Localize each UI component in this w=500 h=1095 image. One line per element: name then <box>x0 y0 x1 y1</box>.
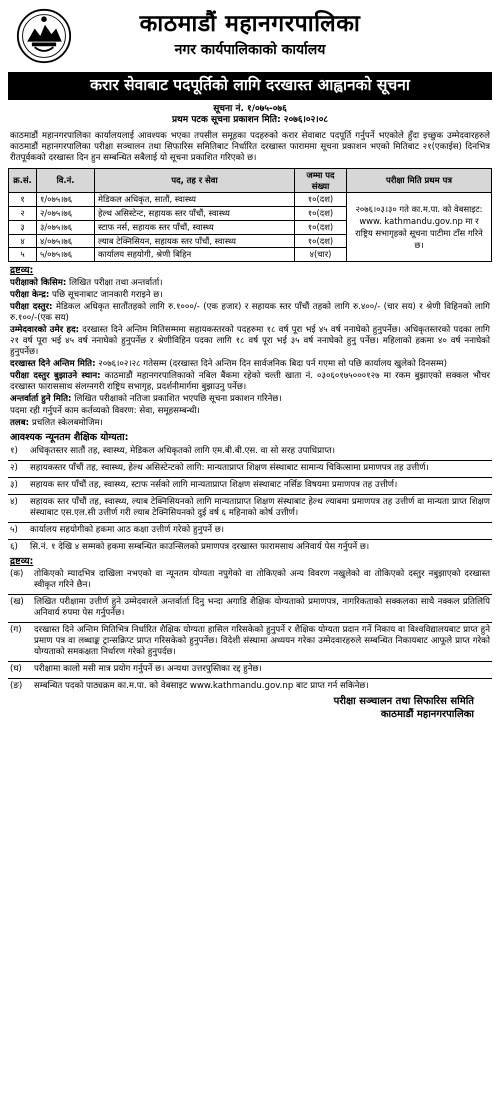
item-number: (ख) <box>10 596 24 607</box>
exam-type-label: परीक्षाको किसिम: <box>10 278 67 289</box>
cell-post: हेल्थ असिस्टेन्ट, सहायक स्तर पाँचौं, स्वास्थ्य <box>95 207 295 221</box>
signature-block <box>8 695 474 722</box>
table-row <box>9 193 492 207</box>
fee-place-line <box>10 371 490 393</box>
qualification-item <box>10 497 490 519</box>
item-text: तोकिएको म्यादभित्र दाखिला नभएको वा न्यूनतम योग्यता नपुगेको वा तोकिएको अन्य विवरण नखुलेको वा तोकिएको दस्तुर नबुझाएको दरखास्त स्वीकृत गरिने छैन। <box>34 568 490 590</box>
qualification-item <box>10 525 490 536</box>
item-text: सहायक स्तर पाँचौं तह, स्वास्थ्य, ल्याब टेक्निसियनको लागि मान्यताप्राप्त शिक्षण संस्थाबाट हेल्थ ल्याबमा प्रमाणपत्र तह उत्तीर्ण वा मान्यता प्राप्त शिक्षण संस्थाबाट एस.एल.सी उत्तीर्ण गरी ल्याब टेक्निसियनको दुई वर्ष ६ महिनाको कोर्ष उत्तीर्ण। <box>30 496 490 518</box>
exam-fee-line <box>10 302 490 324</box>
item-number: ५) <box>10 524 18 535</box>
item-text: सि.नं. १ देखि ४ सम्मको हकमा सम्बन्धित काउन्सिलको प्रमाणपत्र दरखास्त फारामसाथ अनिवार्य पेस गर्नुपर्ने छ। <box>30 541 370 552</box>
col-header-ad-no: वि.नं. <box>37 168 95 193</box>
cell-ad-no: ३/०७५।७६ <box>37 220 95 234</box>
exam-type-line <box>10 278 490 289</box>
qualifications-heading: आवश्यक न्यूनतम शैक्षिक योग्यता: <box>10 432 129 444</box>
cell-count: १०(दश) <box>295 234 347 248</box>
cell-post: स्टाफ नर्स, सहायक स्तर पाँचौं, स्वास्थ्य <box>95 220 295 234</box>
item-number: ३) <box>10 479 18 490</box>
salary-line <box>10 418 490 429</box>
item-number: (क) <box>10 568 24 579</box>
item-number: २) <box>10 462 18 473</box>
cell-ad-no: २/०७५।७६ <box>37 207 95 221</box>
interview-value: लिखित परीक्षाको नतिजा प्रकाशित भएपछि सूचना प्रकाशन गरिनेछ। <box>74 394 282 405</box>
age-limit-value: दरखास्त दिने अन्तिम मितिसम्ममा सहायकस्तरको पदहरुमा १८ वर्ष पूरा भई ४५ वर्ष ननाघेको हुनुपर्नेछ। अधिकृतस्तरको पदका लागि २१ वर्ष पूरा भई ४५ वर्ष ननाघेको हुनुपर्नेछ र श्रेणीविहिन पदका लागि १८ वर्ष पूरा भई ३५ वर्ष ननाघेको हुनु पर्नेछ। महिलाको हकमा ४० वर्ष ननाघेको हुनुपर्नेछ। <box>10 325 490 358</box>
item-number: (ङ) <box>10 680 23 691</box>
notice-header <box>8 6 492 70</box>
item-text: कार्यालय सहयोगीको हकमा आठ कक्षा उत्तीर्ण गरेको हुनुपर्ने छ। <box>30 524 224 535</box>
item-text: सहायकस्तर पाँचौं तह, स्वास्थ्य, हेल्थ असिस्टेन्टको लागि: मान्यताप्राप्त शिक्षण संस्थाबाट सामान्य चिकित्सामा प्रमाणपत्र तह उत्तीर्ण। <box>30 462 429 473</box>
divider <box>8 678 492 679</box>
cell-post: कार्यालय सहयोगी, श्रेणी बिहिन <box>95 248 295 262</box>
item-text: दरखास्त दिने अन्तिम मितिभित्र निर्धारित शैक्षिक योग्यता हासिल गरिसकेको हुनुपर्ने र शैक्षिक योग्यता प्रदान गर्ने निकाय वा विश्वविद्यालयबाट प्राप्त हुने प्रमाण पत्र वा लब्धाङ्क ट्रान्सक्रिप्ट प्राप्त गरिसकेको हुनुपर्नेछ। विदेशी संस्थामा अध्ययन गरेका उम्मेदवारहरुले सम्बन्धित निकायबाट आफूले प्राप्त गरेको योग्यताको समकक्षता निर्धारण गरेको हुनुपर्दछ। <box>34 624 490 657</box>
notice-number: सूचना नं. १/०७५-०७६ <box>213 103 287 114</box>
col-header-exam-date: परीक्षा मिति प्रथम पत्र <box>347 168 492 193</box>
item-number: (ग) <box>10 624 22 635</box>
exam-type-value: लिखित परीक्षा तथा अन्तर्वार्ता। <box>69 278 163 289</box>
notice-title-banner: करार सेवाबाट पदपूर्तिको लागि दरखास्त आह्वानको सूचना <box>8 72 492 100</box>
divider <box>8 622 492 623</box>
divider <box>8 494 492 495</box>
deadline-value: २०७६।०२।२८ गतेसम्म (दरखास्त दिने अन्तिम दिन सार्वजनिक बिदा पर्न गएमा सो पछि कार्यालय खुलेको दिनसम्म) <box>98 359 447 370</box>
salary-value: प्रचलित स्केलबमोजिम। <box>31 418 103 429</box>
divider <box>8 477 492 478</box>
cell-count: १०(दश) <box>295 207 347 221</box>
notes-heading-2: द्रष्टव्य: <box>10 555 34 567</box>
cell-count: १०(दश) <box>295 220 347 234</box>
cell-count: १०(दश) <box>295 193 347 207</box>
intro-paragraph: काठमाडौं महानगरपालिका कार्यालयलाई आवश्यक भएका तपसील समूहका पदहरुको करार सेवाबाट पदपूर्ति गर्नुपर्ने भएकोले हुँदा इच्छुक उम्मेदवारहरुले काठमाडौं महानगरपालिका परीक्षा सञ्चालन तथा सिफारिस समितिबाट निर्धारित दरखास्त फाराममा सूचना प्रकाशन भएको मितिबाट २१(एकाईस) दिनभित्र रीतपूर्वकको दरखास्त दिन हुन सम्बन्धित सबैलाई यो सूचना प्रकाशित गरिएको छ। <box>10 130 490 163</box>
cell-sn: ५ <box>9 248 37 262</box>
municipality-name: काठमाडौं महानगरपालिका <box>139 11 361 37</box>
note-item <box>10 681 490 692</box>
age-limit-label: उम्मेदवारको उमेर हद: <box>10 325 80 336</box>
interview-label: अन्तर्वार्ता हुने मिति: <box>10 394 72 405</box>
col-header-count: जम्मा पद संख्या <box>295 168 347 193</box>
item-text: सम्बन्धित पदको पाठ्यक्रम का.म.पा. को वेबसाइट www.kathmandu.gov.np बाट प्राप्त गर्न सकिनेछ। <box>34 680 369 691</box>
note-item <box>10 569 490 591</box>
col-header-post: पद, तह र सेवा <box>95 168 295 193</box>
cell-post: मेडिकल अधिकृत, सातौं, स्वास्थ्य <box>95 193 295 207</box>
divider <box>8 460 492 461</box>
salary-label: तलब: <box>10 418 30 429</box>
col-header-sn: क्र.सं. <box>9 168 37 193</box>
signature-committee: परीक्षा सञ्चालन तथा सिफारिस समिति <box>333 695 474 707</box>
cell-sn: ३ <box>9 220 37 234</box>
item-text: लिखित परीक्षामा उत्तीर्ण हुने उम्मेदवारले अन्तर्वार्ता दिनु भन्दा अगाडि शैक्षिक योग्यताको प्रमाणपत्र, नागरिकताको सक्कलका साथै नक्कल प्रतिलिपि अनिवार्य रुपमा पेस गर्नुपर्नेछ। <box>34 596 490 618</box>
fee-place-label: परीक्षा दस्तुर बुझाउने स्थान: <box>10 371 101 382</box>
publish-date: प्रथम पटक सूचना प्रकाशन मिति: २०७६।०२।०८ <box>171 115 329 126</box>
exam-center-value: पछि सूचनाबाट जानकारी गराइने छ। <box>52 290 163 301</box>
item-number: १) <box>10 445 18 456</box>
cell-ad-no: १/०७५।७६ <box>37 193 95 207</box>
divider <box>8 522 492 523</box>
office-name: नगर कार्यपालिकाको कार्यालय <box>174 42 326 59</box>
divider <box>8 539 492 540</box>
cell-ad-no: ४/०७५।७६ <box>37 234 95 248</box>
cell-post: ल्याब टेक्निसियन, सहायक स्तर पाँचौं, स्वास्थ्य <box>95 234 295 248</box>
qualification-item <box>10 446 490 457</box>
age-limit-line <box>10 325 490 358</box>
exam-center-line <box>10 290 490 301</box>
municipality-emblem-icon <box>16 8 72 64</box>
item-number: ६) <box>10 541 18 552</box>
exam-fee-value: मेडिकल अधिकृत सातौंतहको लागि रु.१०००/- (एक हजार) र सहायक स्तर पाँचौं तहको लागि रु.४००/- (चार सय) र श्रेणी विहिनको लागि रु.१००/-(एक सय) <box>10 302 490 324</box>
cell-sn: १ <box>9 193 37 207</box>
cell-count: ४(चार) <box>295 248 347 262</box>
qualification-item <box>10 480 490 491</box>
exam-center-label: परीक्षा केन्द्र: <box>10 290 50 301</box>
cell-sn: ४ <box>9 234 37 248</box>
item-number: (घ) <box>10 663 22 674</box>
cell-sn: २ <box>9 207 37 221</box>
item-text: अधिकृतस्तर सातौं तह, स्वास्थ्य, मेडिकल अधिकृतको लागि एम.बी.बी.एस. वा सो सरह उपाधिप्राप्त। <box>30 445 336 456</box>
deadline-line <box>10 359 490 370</box>
item-text: परीक्षामा कालो मसी मात्र प्रयोग गर्नुपर्ने छ। अन्यथा उत्तरपुस्तिका रद्द हुनेछ। <box>34 663 262 674</box>
divider <box>8 594 492 595</box>
item-text: सहायक स्तर पाँचौं तह, स्वास्थ्य, स्टाफ नर्सको लागि मान्यताप्राप्त शिक्षण संस्थाबाट नर्सिङ विषयमा प्रमाणपत्र तह उत्तीर्ण। <box>30 479 398 490</box>
divider <box>8 661 492 662</box>
fee-place-value: काठमाडौं महानगरपालिकाको नबिल बैंकमा रहेको चल्ती खाता नं. ०३०६०१७५०००१२७ मा रकम बुझाएको सक्कल भौचर दरखास्त फाराससाथ संलग्नगरी राष्ट्रिय सभागृह, प्रदर्शनीमार्गमा बुझाउनु पर्नेछ। <box>10 371 491 393</box>
exam-fee-label: परीक्षा दस्तुर: <box>10 302 53 313</box>
note-item <box>10 664 490 675</box>
deadline-label: दरखास्त दिने अन्तिम मिति: <box>10 359 96 370</box>
cell-ad-no: ५/०७५।७६ <box>37 248 95 262</box>
item-number: ४) <box>10 496 18 507</box>
interview-line <box>10 394 490 405</box>
qualification-item <box>10 542 490 553</box>
note-item <box>10 597 490 619</box>
notes-heading: द्रष्टव्य: <box>10 265 34 277</box>
vacancy-table <box>8 168 492 262</box>
cell-exam-note: २०७६।०३।३० गते का.म.पा. को वेबसाइट: www. kathmandu.gov.np मा र राष्ट्रिय सभागृहको सूचना पाटीमा टाँस गरिने छ। <box>347 193 492 262</box>
table-header-row <box>9 168 492 193</box>
note-item <box>10 625 490 658</box>
signature-municipality: काठमाडौं महानगरपालिका <box>380 709 474 721</box>
work-description-line: पदमा रही गर्नुपर्ने काम कर्तव्यको विवरण: सेवा, समूहसम्बन्धी। <box>10 406 200 417</box>
qualification-item <box>10 463 490 474</box>
